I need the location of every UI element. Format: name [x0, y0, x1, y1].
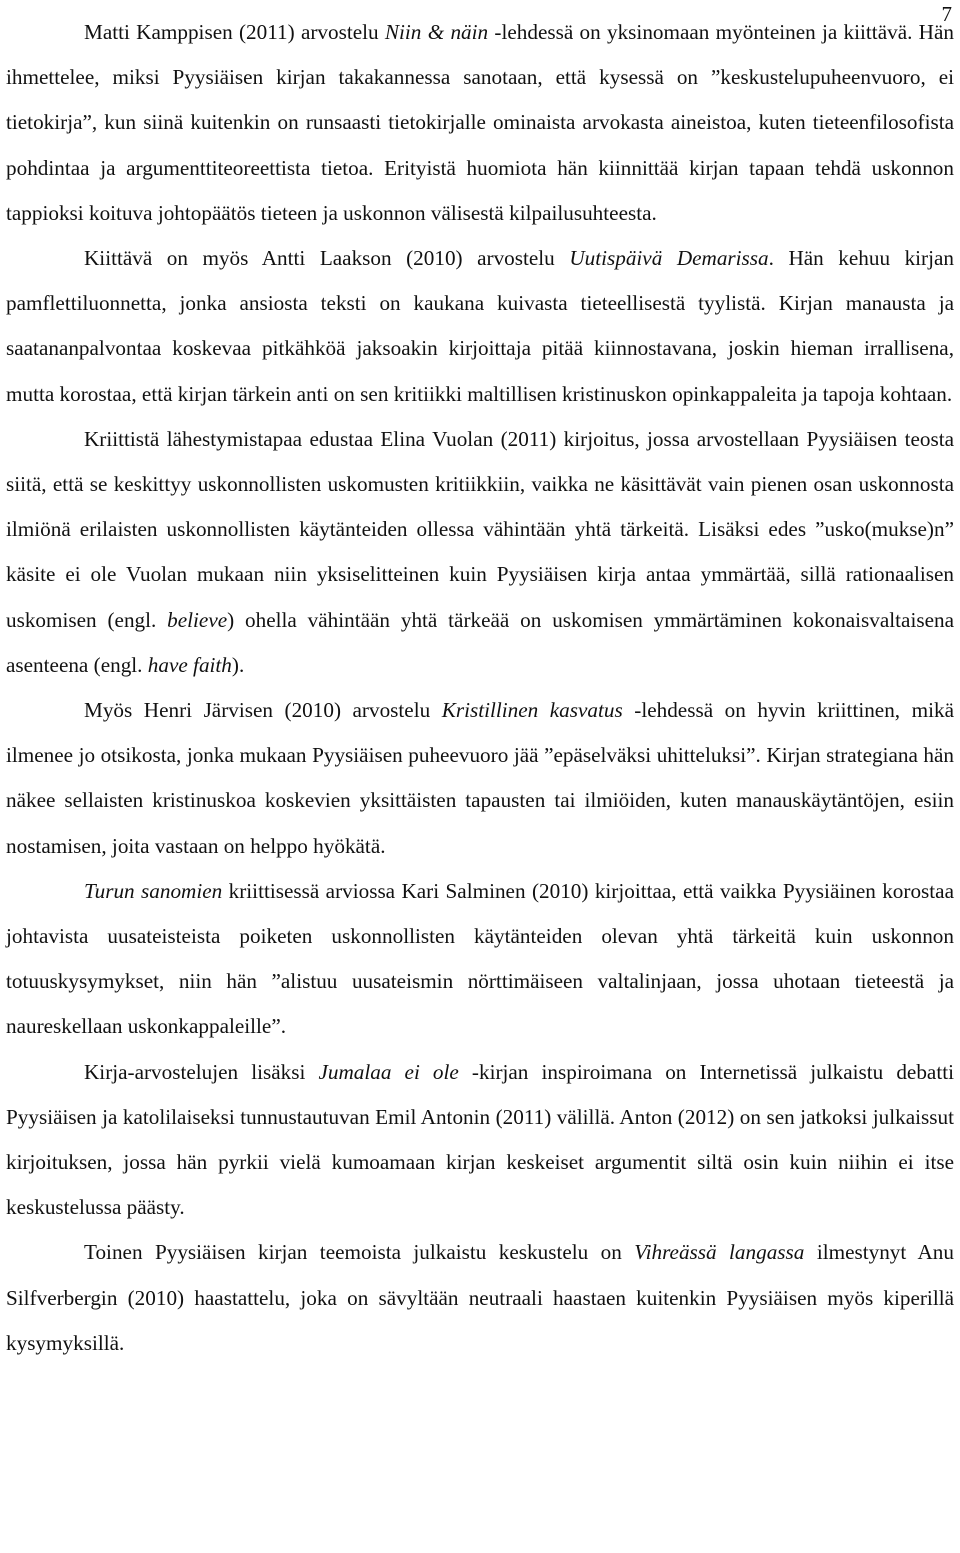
- italic-title: have faith: [147, 652, 232, 677]
- text-run: -lehdessä on yksinomaan myönteinen ja kiittävä. Hän ihmettelee, miksi Pyysiäisen kirjan takakannessa sanotaan, että kysessä on ”keskustelupuheenvuoro, ei tietokirja”, kun siinä kuitenkin on runsaasti tietokirjalle ominaista arvokasta aineistoa, kuten tieteenfilosofista pohdintaa ja argumenttiteoreettista tietoa. Erityistä huomiota hän kiinnittää kirjan tapaan tehdä uskonnon tappioksi koituva johtopäätös tieteen ja uskonnon välisestä kilpailusuhteesta.: [6, 20, 954, 225]
- text-run: ilmestynyt Anu Silfverbergin (2010) haastattelu, joka on sävyltään neutraali haastaen kuitenkin Pyysiäisen myös kiperillä kysymyksillä.: [6, 1240, 954, 1355]
- text-run: Kiittävä on myös Antti Laakson (2010) arvostelu: [84, 246, 570, 271]
- text-run: ) ohella vähintään yhtä tärkeää on uskomisen ymmärtäminen kokonaisvaltaisena asenteena (engl.: [6, 607, 954, 677]
- text-run: ).: [231, 652, 245, 677]
- paragraph: [6, 869, 954, 1050]
- paragraph: [6, 10, 954, 236]
- text-run: -kirjan inspiroimana on Internetissä julkaistu debatti Pyysiäisen ja katolilaiseksi tunnustautuvan Emil Antonin (2011) välillä. Anton (2012) on sen jatkoksi julkaissut kirjoituksen, jossa hän pyrkii vielä kumoamaan kirjan keskeiset argumentit siltä osin kuin niihin ei itse keskustelussa päästy.: [6, 1059, 954, 1220]
- paragraph: [6, 236, 954, 417]
- italic-title: believe: [167, 607, 228, 632]
- document-body: [6, 10, 954, 1366]
- italic-title: Jumalaa ei ole: [318, 1059, 459, 1084]
- paragraph: [6, 1050, 954, 1231]
- italic-title: Turun sanomien: [84, 878, 223, 903]
- text-run: Toinen Pyysiäisen kirjan teemoista julkaistu keskustelu on: [84, 1240, 635, 1265]
- text-run: Myös Henri Järvisen (2010) arvostelu: [84, 698, 442, 723]
- italic-title: Uutispäivä Demarissa: [569, 246, 769, 271]
- text-run: -lehdessä on hyvin kriittinen, mikä ilmenee jo otsikosta, jonka mukaan Pyysiäisen puheevuoro jää ”epäselväksi uhitteluksi”. Kirjan strategiana hän näkee sellaisten kristinuskoa koskevien yksittäisten tapausten tai ilmiöiden, kuten manauskäytäntöjen, esiin nostamisen, joita vastaan on helppo hyökätä.: [6, 698, 954, 858]
- text-run: Matti Kamppisen (2011) arvostelu: [84, 20, 385, 44]
- paragraph: [6, 1230, 954, 1366]
- paragraph: [6, 417, 954, 688]
- page-number: 7: [941, 2, 952, 26]
- italic-title: Vihreässä langassa: [634, 1240, 805, 1265]
- italic-title: Kristillinen kasvatus: [441, 698, 623, 723]
- text-run: . Hän kehuu kirjan pamflettiluonnetta, jonka ansiosta teksti on kaukana kuivasta tieteellisestä tyylistä. Kirjan manausta ja saatananpalvontaa koskevaa pitkähköä jaksoakin kirjoittaja pitää kiinnostavana, joskin hieman irrallisena, mutta korostaa, että kirjan tärkein anti on sen kritiikki maltillisen kristinuskon opinkappaleita ja tapoja kohtaan.: [6, 246, 954, 406]
- text-run: kriittisessä arviossa Kari Salminen (2010) kirjoittaa, että vaikka Pyysiäinen korostaa johtavista uusateisteista poiketen uskonnollisten käytänteiden olevan yhtä tärkeitä kuin uskonnon totuuskysymykset, niin hän ”alistuu uusateismin nörttimäiseen valtalinjaan, jossa uhotaan tieteestä ja naureskellaan uskonkappaleille”.: [6, 878, 954, 1039]
- text-run: Kirja-arvostelujen lisäksi: [84, 1059, 319, 1084]
- italic-title: Niin & näin: [384, 20, 489, 44]
- paragraph: [6, 688, 954, 869]
- text-run: Kriittistä lähestymistapaa edustaa Elina Vuolan (2011) kirjoitus, jossa arvostellaan Pyysiäisen teosta siitä, että se keskittyy uskonnollisten uskomusten kritiikkiin, vaikka ne käsittävät vain pienen osan uskonnosta ilmiönä erilaisten uskonnollisten käytänteiden ollessa vähintään yhtä tärkeitä. Lisäksi edes ”usko(mukse)n” käsite ei ole Vuolan mukaan niin yksiselitteinen kuin Pyysiäisen kirja antaa ymmärtää, sillä rationaalisen uskomisen (engl.: [6, 426, 954, 632]
